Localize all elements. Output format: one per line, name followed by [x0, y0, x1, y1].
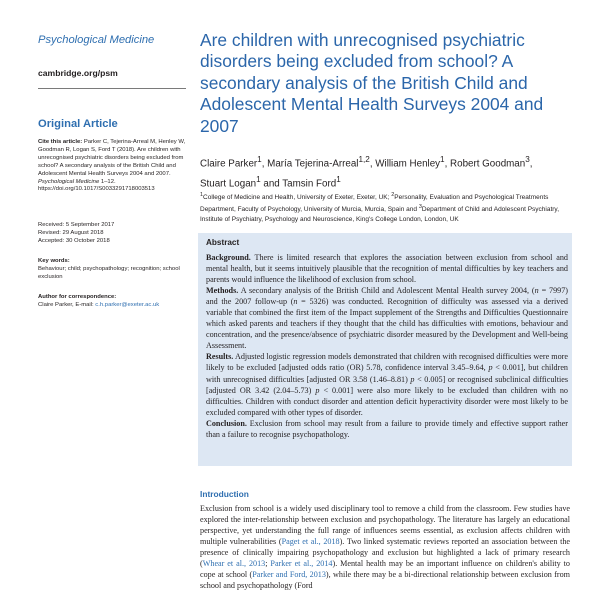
citation-link[interactable]: Paget et al., 2018 — [281, 537, 340, 547]
abstract-conclusion — [206, 418, 568, 440]
keywords-text: Behaviour; child; psychopathology; recognition; school exclusion — [38, 265, 180, 280]
author-affiliation-sup: 1 — [257, 155, 262, 164]
article-title: Are children with unrecognised psychiatric disorders being excluded from school? A secondary analysis of the British Child and Adolescent Mental Health Surveys 2004 and 2007 — [200, 30, 544, 136]
author-separator: , — [529, 158, 533, 170]
p-symbol: p — [410, 374, 415, 384]
intro-text: ). Two linked systematic reviews reported an association between the presence of clinically impairing psychopathology and exclusion but highlighted a lack of primary research ( — [200, 537, 571, 569]
author-affiliation-sup: 1,2 — [358, 155, 370, 164]
methods-text: A secondary analysis of the British Child and Adolescent Mental Health survey 2004, ( — [238, 286, 535, 296]
affiliation-text: College of Medicine and Health, University of Exeter, Exeter, UK; — [203, 194, 392, 202]
p-symbol: p — [315, 385, 320, 395]
introduction-heading: Introduction — [200, 489, 249, 499]
author-separator: , — [444, 158, 451, 170]
conclusion-text: Exclusion from school may result from a failure to provide timely and effective support rather than a failure to recognise psychopathology. — [206, 418, 568, 439]
methods-n-symbol: n — [293, 297, 298, 307]
journal-name: Psychological Medicine — [38, 34, 155, 46]
intro-text: ). Mental health may be an important influence on children's ability to cope at school ( — [200, 559, 570, 580]
received-date: Received: 5 September 2017 — [38, 222, 115, 228]
correspondence-block — [38, 294, 188, 310]
affiliation-sup: 3 — [418, 203, 422, 210]
abstract-methods — [206, 285, 568, 351]
affiliation-text: Department of Child and Adolescent Psychiatry, Institute of Psychiatry, Psychology and Neuroscience, King's College London, London, UK — [200, 205, 560, 223]
results-text: Adjusted logistic regression models demonstrated that children with recognised difficulties were more likely to be excluded [adjusted odds ratio (OR) 5.78, confidence interval 3.45–9.64, — [206, 352, 568, 373]
author-separator: and — [260, 178, 283, 190]
citation-journal: Psychological Medicine — [38, 178, 100, 185]
affiliation-sup: 2 — [391, 192, 395, 198]
citation-doi: 1–12. https://doi.org/10.1017/S0033291718003513 — [38, 178, 155, 193]
intro-text: ), while there may be a bi-directional relationship between exclusion from school and psychopathology (Ford — [200, 570, 570, 591]
citation-link[interactable]: Whear et al., 2013 — [202, 559, 266, 569]
correspondence-text: Claire Parker, E-mail: — [38, 301, 96, 308]
p-symbol: p — [488, 363, 493, 373]
conclusion-heading: Conclusion. — [206, 418, 247, 428]
citation-label: Cite this article: — [38, 139, 83, 145]
results-text: < 0.001] were also more likely to be excluded than children with no difficulties. Children with conduct disorder and attention deficit hyperactivity disorder were most likely to be excluded compared with other types of disorder. — [206, 385, 568, 417]
abstract-results — [206, 351, 568, 417]
author-name[interactable]: William Henley — [375, 158, 441, 170]
accepted-date: Accepted: 30 October 2018 — [38, 237, 110, 244]
correspondence-label: Author for correspondence: — [38, 294, 117, 300]
results-heading: Results. — [206, 352, 234, 362]
methods-text: = 5326) was conducted. Recognition of difficulty was assessed via a derived variable that combined the first item of the Impact supplement of the Strengths and Difficulties Questionnaire which asked parents and teachers if they thought that the child has difficulties with emotions, behaviour and concentration, and the presence/absence of psychiatric disorder measured by the Development and Well-being Assessment. — [206, 297, 568, 351]
article-type: Original Article — [38, 118, 118, 130]
citation-link[interactable]: Parker et al., 2014 — [270, 559, 333, 569]
introduction-body — [200, 503, 570, 591]
author-separator: , — [261, 158, 268, 170]
author-name[interactable]: Claire Parker — [200, 158, 258, 170]
author-affiliation-sup: 1 — [336, 174, 341, 184]
author-name[interactable]: María Tejerina-Arreal — [267, 158, 359, 170]
dates-block — [38, 222, 188, 246]
author-name[interactable]: Tamsin Ford — [282, 178, 337, 190]
intro-text: Exclusion from school is a widely used disciplinary tool to remove a child from the classroom. Few studies have explored the inter-relationship between exclusion and psychopathology. The literature has largely an educational perspective, yet understanding the full range of influences seems essential, as exclusion affects children with multiple vulnerabilities ( — [200, 504, 570, 547]
affiliations — [200, 191, 572, 224]
methods-n-symbol: n — [534, 286, 539, 296]
author-affiliation-sup: 1 — [440, 155, 445, 164]
sidebar-divider — [38, 88, 186, 89]
keywords-label: Key words: — [38, 258, 70, 264]
methods-heading: Methods. — [206, 286, 239, 296]
background-text: There is limited research that explores the association between exclusion from school and mental health, but it seems intuitively plausible that the recognition of mental difficulties by key teachers and parents would influence the likelihood of exclusion from school. — [206, 253, 568, 285]
abstract-heading: Abstract — [206, 238, 240, 247]
results-text: < 0.001], but children with unrecognised difficulties [adjusted OR 3.58 (1.46–8.81) — [206, 363, 568, 384]
abstract-body — [206, 252, 568, 440]
author-separator: , — [369, 158, 376, 170]
affiliation-text: Personality, Evaluation and Psychological Treatments Department, Faculty of Psychology, University of Murcia, Murcia, Spain and — [200, 194, 549, 213]
methods-text: = 7997) and the 2007 follow-up ( — [206, 286, 568, 307]
intro-text: ; — [265, 559, 271, 569]
author-affiliation-sup: 1 — [256, 174, 261, 184]
author-name[interactable]: Robert Goodman — [450, 158, 526, 170]
author-affiliation-sup: 3 — [525, 155, 530, 164]
results-text: < 0.005] or recognised subclinical difficulties [adjusted OR 3.42 (2.04–5.73) — [206, 374, 569, 395]
abstract-background — [206, 252, 568, 285]
citation-link[interactable]: Parker and Ford, 2013 — [252, 570, 326, 580]
revised-date: Revised: 29 August 2018 — [38, 229, 104, 236]
correspondence-email-link[interactable]: c.h.parker@exeter.ac.uk — [95, 301, 160, 308]
citation-block — [38, 139, 188, 194]
background-heading: Background. — [206, 253, 251, 262]
journal-site[interactable]: cambridge.org/psm — [38, 68, 118, 78]
citation-text: Parker C, Tejerina-Arreal M, Henley W, Goodman R, Logan S, Ford T (2018). Are children with unrecognised psychiatric disorders being excluded from school? A secondary analysis of the British Child and Adolescent Mental Health Surveys 2004 and 2007. — [38, 139, 186, 177]
keywords-block — [38, 258, 188, 282]
author-name[interactable]: Stuart Logan — [200, 178, 257, 190]
affiliation-sup: 1 — [200, 192, 204, 198]
author-list — [200, 152, 572, 192]
